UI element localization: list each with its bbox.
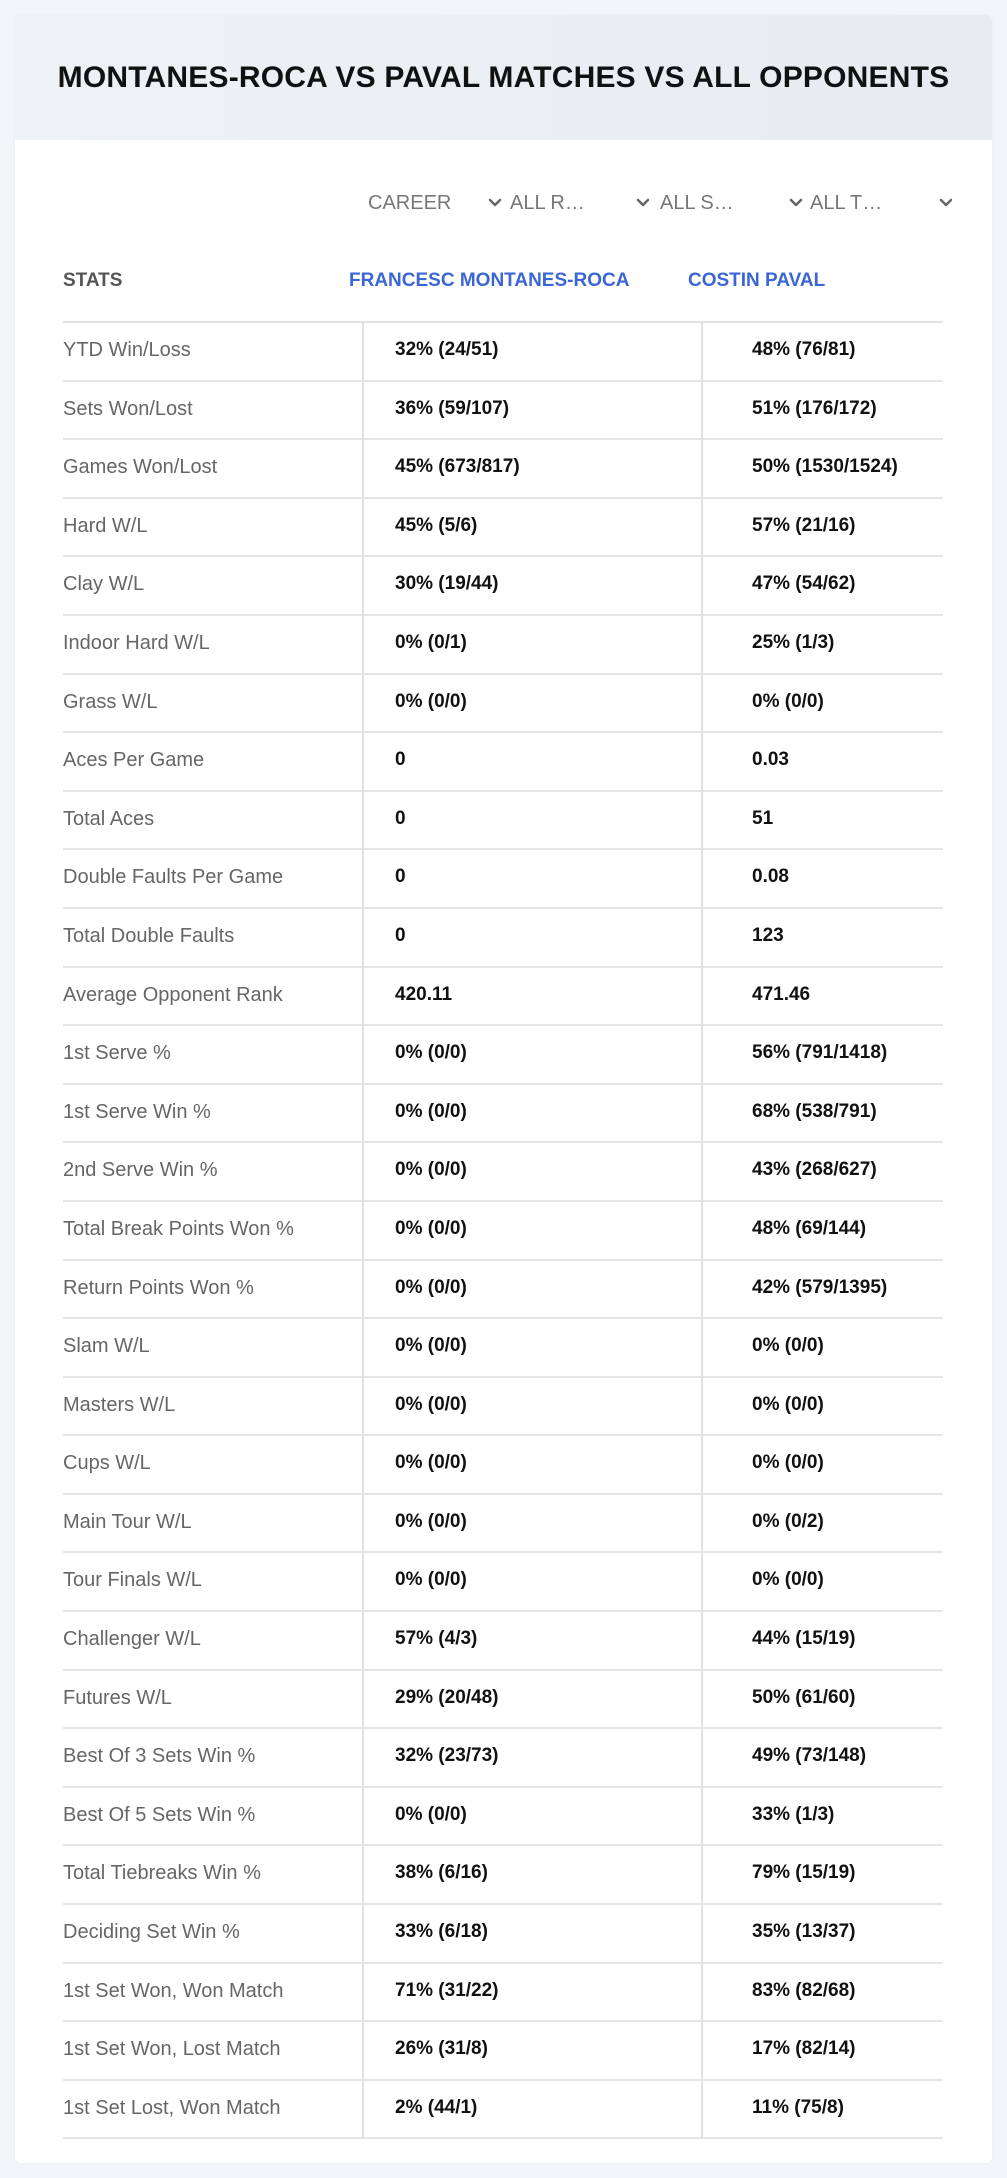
chevron-down-icon [937, 194, 955, 212]
table-row [63, 733, 943, 792]
table-header [63, 245, 943, 323]
stat-name: Games Won/Lost [63, 456, 218, 479]
column-divider [362, 909, 364, 968]
column-header-player2[interactable]: COSTIN PAVAL [688, 270, 826, 291]
player2-value: 56% (791/1418) [752, 1042, 888, 1064]
page-header [15, 15, 992, 140]
column-divider [701, 557, 703, 616]
column-divider [701, 2022, 703, 2081]
stat-name: 2nd Serve Win % [63, 1159, 218, 1182]
column-divider [701, 1085, 703, 1144]
player2-value: 57% (21/16) [752, 514, 856, 536]
player2-value: 43% (268/627) [752, 1159, 877, 1181]
stat-name: Main Tour W/L [63, 1510, 192, 1533]
player1-value: 2% (44/1) [395, 2096, 478, 2118]
stat-name: Return Points Won % [63, 1276, 254, 1299]
column-divider [362, 733, 364, 792]
column-divider [701, 1905, 703, 1964]
table-row [63, 2022, 943, 2081]
player1-value: 0 [395, 749, 406, 771]
column-divider [362, 1495, 364, 1554]
filter-career-dropdown[interactable] [368, 185, 504, 221]
column-divider [701, 1261, 703, 1320]
player2-value: 50% (61/60) [752, 1686, 856, 1708]
table-row [63, 1436, 943, 1495]
player1-value: 0% (0/0) [395, 1159, 467, 1181]
player2-value: 11% (75/8) [752, 2096, 844, 2118]
chevron-down-icon [634, 194, 652, 212]
table-row [63, 557, 943, 616]
player1-value: 38% (6/16) [395, 1862, 488, 1884]
player1-value: 0% (0/0) [395, 690, 467, 712]
stat-name: Total Break Points Won % [63, 1217, 294, 1240]
column-divider [362, 557, 364, 616]
player2-value: 17% (82/14) [752, 2038, 856, 2060]
stat-name: Sets Won/Lost [63, 397, 193, 420]
column-divider [362, 1261, 364, 1320]
stat-name: 1st Serve % [63, 1042, 171, 1065]
table-row [63, 1905, 943, 1964]
column-divider [701, 1026, 703, 1085]
filter-surface-dropdown[interactable] [660, 185, 805, 221]
column-divider [362, 792, 364, 851]
column-divider [701, 499, 703, 558]
stat-name: Cups W/L [63, 1452, 151, 1475]
column-divider [701, 1729, 703, 1788]
filter-tournament-dropdown[interactable] [810, 185, 955, 221]
stat-name: Masters W/L [63, 1393, 176, 1416]
player1-value: 45% (673/817) [395, 456, 520, 478]
column-divider [701, 792, 703, 851]
column-divider [701, 1553, 703, 1612]
player1-value: 0 [395, 866, 406, 888]
column-divider [362, 2022, 364, 2081]
table-row [63, 1729, 943, 1788]
column-divider [362, 1319, 364, 1378]
player1-value: 0% (0/0) [395, 1393, 467, 1415]
column-divider [362, 1026, 364, 1085]
column-divider [362, 1671, 364, 1730]
stat-name: 1st Set Won, Lost Match [63, 2038, 281, 2061]
column-divider [362, 616, 364, 675]
stat-name: Aces Per Game [63, 749, 205, 772]
column-divider [701, 968, 703, 1027]
stat-name: Total Double Faults [63, 924, 235, 947]
filter-round-dropdown[interactable] [510, 185, 652, 221]
table-row [63, 1846, 943, 1905]
column-divider [701, 1436, 703, 1495]
table-row [63, 1085, 943, 1144]
column-header-stats: STATS [63, 270, 123, 291]
player2-value: 0.03 [752, 749, 789, 771]
column-divider [701, 675, 703, 734]
player2-value: 44% (15/19) [752, 1628, 856, 1650]
player2-value: 0% (0/0) [752, 1393, 824, 1415]
player1-value: 0% (0/1) [395, 631, 467, 653]
table-row [63, 792, 943, 851]
table-row [63, 1553, 943, 1612]
column-divider [362, 1905, 364, 1964]
column-divider [701, 1495, 703, 1554]
filter-label: ALL S… [660, 191, 734, 214]
stat-name: 1st Set Won, Won Match [63, 1979, 284, 2002]
player2-value: 33% (1/3) [752, 1803, 835, 1825]
player2-value: 25% (1/3) [752, 631, 835, 653]
player1-value: 71% (31/22) [395, 1979, 499, 2001]
column-divider [362, 382, 364, 441]
table-row [63, 616, 943, 675]
column-header-player1[interactable]: FRANCESC MONTANES-ROCA [349, 270, 630, 291]
player2-value: 79% (15/19) [752, 1862, 856, 1884]
column-divider [701, 382, 703, 441]
stat-name: Challenger W/L [63, 1628, 201, 1651]
player2-value: 0% (0/0) [752, 1569, 824, 1591]
column-divider [701, 1612, 703, 1671]
player2-value: 0% (0/0) [752, 1452, 824, 1474]
stat-name: Deciding Set Win % [63, 1921, 240, 1944]
stat-name: Futures W/L [63, 1686, 172, 1709]
column-divider [701, 1378, 703, 1437]
filter-label: CAREER [368, 191, 452, 214]
stat-name: 1st Set Lost, Won Match [63, 2096, 281, 2119]
column-divider [701, 1202, 703, 1261]
column-divider [362, 1085, 364, 1144]
table-row [63, 1964, 943, 2023]
table-row [63, 323, 943, 382]
column-divider [362, 1729, 364, 1788]
column-divider [362, 1202, 364, 1261]
player2-value: 0% (0/0) [752, 1335, 824, 1357]
table-body [63, 323, 943, 2139]
column-divider [701, 1846, 703, 1905]
player2-value: 0% (0/0) [752, 690, 824, 712]
player1-value: 33% (6/18) [395, 1921, 488, 1943]
column-divider [701, 1964, 703, 2023]
chevron-down-icon [787, 194, 805, 212]
column-divider [701, 1143, 703, 1202]
column-divider [701, 850, 703, 909]
column-divider [362, 675, 364, 734]
stats-table [63, 245, 943, 2139]
player1-value: 0% (0/0) [395, 1803, 467, 1825]
player1-value: 45% (5/6) [395, 514, 478, 536]
player2-value: 42% (579/1395) [752, 1276, 888, 1298]
column-divider [701, 1671, 703, 1730]
player2-value: 49% (73/148) [752, 1745, 867, 1767]
column-divider [701, 1319, 703, 1378]
player2-value: 48% (76/81) [752, 339, 856, 360]
column-divider [701, 323, 703, 382]
player2-value: 123 [752, 924, 784, 946]
player1-value: 0% (0/0) [395, 1100, 467, 1122]
column-divider [362, 440, 364, 499]
player1-value: 32% (24/51) [395, 339, 499, 360]
player2-value: 48% (69/144) [752, 1217, 867, 1239]
player2-value: 47% (54/62) [752, 573, 856, 595]
column-divider [701, 440, 703, 499]
table-row [63, 1202, 943, 1261]
chevron-down-icon [486, 194, 504, 212]
player1-value: 0% (0/0) [395, 1276, 467, 1298]
stat-name: Double Faults Per Game [63, 866, 284, 889]
filter-bar [15, 185, 992, 221]
table-row [63, 1788, 943, 1847]
stats-card [15, 15, 992, 2163]
column-divider [701, 733, 703, 792]
player1-value: 0% (0/0) [395, 1042, 467, 1064]
stat-name: Average Opponent Rank [63, 983, 283, 1006]
player1-value: 0 [395, 924, 406, 946]
stat-name: Grass W/L [63, 690, 158, 713]
player2-value: 83% (82/68) [752, 1979, 856, 2001]
column-divider [362, 1553, 364, 1612]
stat-name: Tour Finals W/L [63, 1569, 202, 1592]
player1-value: 36% (59/107) [395, 397, 510, 419]
table-row [63, 382, 943, 441]
player2-value: 0.08 [752, 866, 789, 888]
column-divider [362, 850, 364, 909]
player1-value: 29% (20/48) [395, 1686, 499, 1708]
table-row [63, 1026, 943, 1085]
table-row [63, 1319, 943, 1378]
stat-name: Indoor Hard W/L [63, 631, 210, 654]
column-divider [701, 909, 703, 968]
table-row [63, 1143, 943, 1202]
column-divider [362, 1378, 364, 1437]
player2-value: 50% (1530/1524) [752, 456, 898, 478]
player1-value: 0% (0/0) [395, 1217, 467, 1239]
column-divider [362, 323, 364, 382]
column-divider [701, 1788, 703, 1847]
stat-name: Best Of 5 Sets Win % [63, 1803, 256, 1826]
player1-value: 57% (4/3) [395, 1628, 478, 1650]
player1-value: 420.11 [395, 983, 453, 1005]
stat-name: Best Of 3 Sets Win % [63, 1745, 256, 1768]
column-divider [362, 1846, 364, 1905]
column-divider [362, 1964, 364, 2023]
filter-label: ALL T… [810, 191, 883, 214]
table-row [63, 1261, 943, 1320]
player1-value: 0% (0/0) [395, 1510, 467, 1532]
stat-name: Total Aces [63, 807, 155, 830]
table-row [63, 2081, 943, 2140]
column-divider [362, 1436, 364, 1495]
column-divider [362, 1788, 364, 1847]
player1-value: 32% (23/73) [395, 1745, 499, 1767]
page-title: MONTANES-ROCA VS PAVAL MATCHES VS ALL OPPONENTS [57, 60, 950, 94]
column-divider [701, 616, 703, 675]
table-row [63, 1378, 943, 1437]
stat-name: Slam W/L [63, 1335, 150, 1358]
table-row [63, 499, 943, 558]
stat-name: Clay W/L [63, 573, 145, 596]
player1-value: 0% (0/0) [395, 1452, 467, 1474]
table-row [63, 1495, 943, 1554]
column-divider [362, 1612, 364, 1671]
table-row [63, 1612, 943, 1671]
player1-value: 26% (31/8) [395, 2038, 488, 2060]
column-divider [362, 968, 364, 1027]
column-divider [362, 1143, 364, 1202]
player1-value: 30% (19/44) [395, 573, 499, 595]
player2-value: 68% (538/791) [752, 1100, 877, 1122]
stat-name: Hard W/L [63, 514, 148, 537]
stat-name: 1st Serve Win % [63, 1100, 211, 1123]
table-row [63, 675, 943, 734]
player2-value: 51% (176/172) [752, 397, 877, 419]
player1-value: 0% (0/0) [395, 1335, 467, 1357]
table-row [63, 968, 943, 1027]
player1-value: 0% (0/0) [395, 1569, 467, 1591]
table-row [63, 440, 943, 499]
table-row [63, 1671, 943, 1730]
filter-label: ALL R… [510, 191, 585, 214]
column-divider [362, 2081, 364, 2140]
stat-name: YTD Win/Loss [63, 339, 191, 361]
stat-name: Total Tiebreaks Win % [63, 1862, 261, 1885]
player2-value: 0% (0/2) [752, 1510, 824, 1532]
player2-value: 471.46 [752, 983, 811, 1005]
column-divider [362, 499, 364, 558]
player2-value: 51 [752, 807, 774, 829]
column-divider [701, 2081, 703, 2140]
player2-value: 35% (13/37) [752, 1921, 856, 1943]
player1-value: 0 [395, 807, 406, 829]
table-row [63, 909, 943, 968]
table-row [63, 850, 943, 909]
